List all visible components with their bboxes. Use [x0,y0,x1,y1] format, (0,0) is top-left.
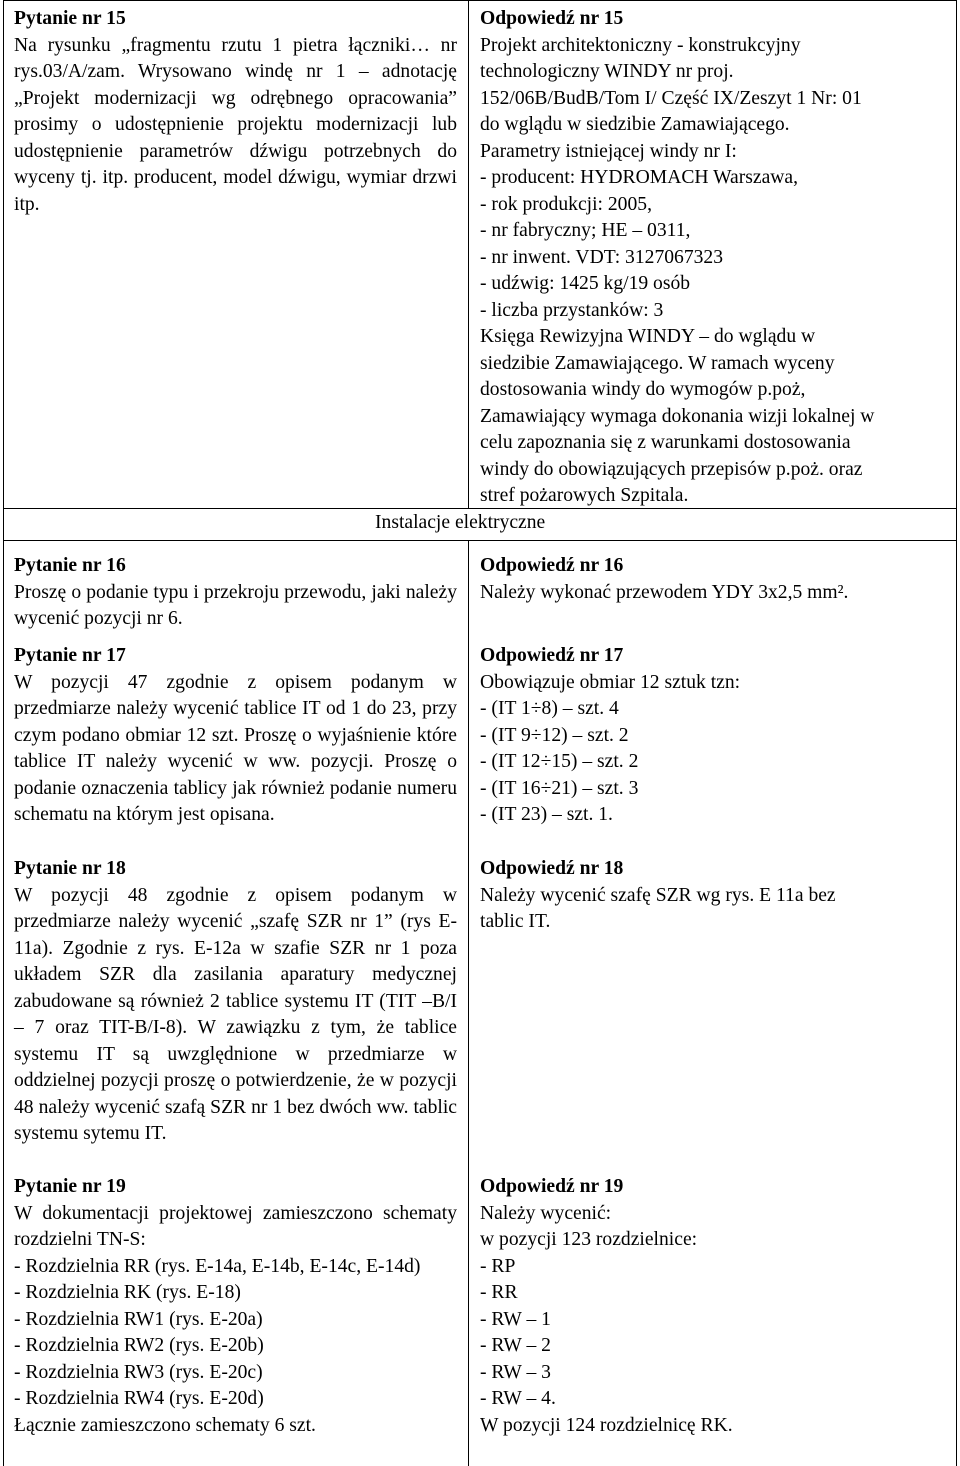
answer-15 [480,6,950,510]
table-border-right [956,0,957,1466]
question-15 [14,6,457,218]
answer-title: Odpowiedź nr 19 [480,1176,624,1197]
answer-line: Należy wycenić: [480,1202,612,1224]
question-16 [14,553,457,633]
table-border-top [3,0,957,1]
question-title: Pytanie nr 19 [14,1176,126,1197]
section-heading: Instalacje elektryczne [375,512,546,533]
answer-line: Obowiązuje obmiar 12 sztuk tzn: [480,671,741,693]
answer-line: w pozycji 123 rozdzielnice: [480,1229,698,1250]
question-text: W pozycji 47 zgodnie z opisem podanym w przedmiarze należy wycenić tablice IT od 1 do 23, przy czym podano obmiar 12 szt. Proszę o wyjaśnienie które tablice IT należy wycenić w ww. pozycji. Proszę o podanie oznaczenia tablicy jak również podanie numeru schematu na którym jest opisana. [14,671,457,825]
answer-17 [480,643,950,829]
answer-line: - udźwig: 1425 kg/19 osób [480,273,691,294]
answer-line: - (IT 1÷8) – szt. 4 [480,698,619,719]
answer-line: windy do obowiązujących przepisów p.poż. oraz [480,458,863,480]
answer-line: - (IT 12÷15) – szt. 2 [480,751,639,772]
answer-line: Projekt architektoniczny - konstrukcyjny [480,34,801,56]
answer-line: do wglądu w siedzibie Zamawiającego. [480,114,790,135]
question-footer: Łącznie zamieszczono schematy 6 szt. [14,1414,316,1436]
question-title: Pytanie nr 16 [14,555,126,576]
answer-line: celu zapoznania się z warunkami dostosowania [480,432,851,453]
row-divider-after-section [3,540,957,541]
question-intro: W dokumentacji projektowej zamieszczono schematy rozdzielni TN-S: [14,1202,457,1250]
question-title: Pytanie nr 15 [14,8,126,29]
answer-text: Należy wykonać przewodem YDY 3x2,5 mm². [480,581,849,603]
table-border-left [3,0,4,1466]
column-divider-top [468,0,469,508]
answer-line: - RP [480,1255,516,1277]
question-list [14,1254,457,1413]
answer-line: - nr inwent. VDT: 3127067323 [480,246,724,268]
question-text: Na rysunku „fragmentu rzutu 1 pietra łączniki… nr rys.03/A/zam. Wrysowano windę nr 1 – adnotację „Projekt modernizacji wg odrębnego opracowania” prosimy o udostępnienie projektu modernizacji lub udostępnienie parametrów dźwigu potrzebnych do wyceny tj. itp. producent, model dźwigu, wymiar drzwi itp. [14,34,457,215]
answer-title: Odpowiedź nr 18 [480,858,624,879]
answer-line: stref pożarowych Szpitala. [480,485,689,506]
answer-line: - liczba przystanków: 3 [480,299,664,321]
list-item: - Rozdzielnia RW2 (rys. E-20b) [14,1335,264,1356]
question-17 [14,643,457,829]
answer-18 [480,856,950,936]
question-text: W pozycji 48 zgodnie z opisem podanym w przedmiarze należy wycenić „szafę SZR nr 1” (rys E-11a). Zgodnie z rys. E-12a w szafie SZR nr 1 poza układem SZR dla zasilania aparatury medycznej zabudowane są również 2 tablice systemu IT (TIT –B/I – 7 oraz TIT-B/I-8). W zawiązku z tym, że tablice systemu IT są uwzględnione w przedmiarze w oddzielnej pozycji proszę o potwierdzenie, że w pozycji 48 należy wycenić szafą SZR nr 1 bez dwóch ww. tablic systemu sytemu IT. [14,884,457,1144]
answer-line: - (IT 9÷12) – szt. 2 [480,724,629,746]
answer-line: - RW – 2 [480,1335,551,1356]
answer-line: Zamawiający wymaga dokonania wizji lokalnej w [480,405,875,427]
answer-line: dostosowania windy do wymogów p.poż, [480,379,806,400]
column-divider-bottom [468,540,469,1466]
question-18 [14,856,457,1148]
answer-line: W pozycji 124 rozdzielnicę RK. [480,1414,733,1436]
list-item: - Rozdzielnia RW1 (rys. E-20a) [14,1308,263,1330]
answer-line: - RW – 1 [480,1308,551,1330]
answer-line: Księga Rewizyjna WINDY – do wglądu w [480,326,816,347]
answer-title: Odpowiedź nr 17 [480,645,624,666]
answer-title: Odpowiedź nr 16 [480,555,624,576]
question-title: Pytanie nr 18 [14,858,126,879]
question-text: Proszę o podanie typu i przekroju przewodu, jaki należy wycenić pozycji nr 6. [14,581,457,629]
list-item: - Rozdzielnia RW4 (rys. E-20d) [14,1388,264,1409]
list-item: - Rozdzielnia RK (rys. E-18) [14,1282,241,1303]
answer-line: - rok produkcji: 2005, [480,193,652,215]
list-item: - Rozdzielnia RR (rys. E-14a, E-14b, E-14c, E-14d) [14,1255,421,1277]
answer-16 [480,553,950,606]
answer-line: - (IT 16÷21) – szt. 3 [480,777,639,799]
answer-line: siedzibie Zamawiającego. W ramach wyceny [480,352,835,374]
question-title: Pytanie nr 17 [14,645,126,666]
answer-line: Należy wycenić szafę SZR wg rys. E 11a bez [480,884,836,906]
answer-line: 152/06B/BudB/Tom I/ Część IX/Zeszyt 1 Nr: 01 [480,87,862,109]
answer-line: technologiczny WINDY nr proj. [480,61,734,82]
list-item: - Rozdzielnia RW3 (rys. E-20c) [14,1361,263,1383]
question-19 [14,1174,457,1439]
answer-line: - RR [480,1282,518,1303]
answer-19 [480,1174,950,1439]
answer-line: tablic IT. [480,911,551,932]
answer-line: - (IT 23) – szt. 1. [480,804,613,825]
answer-line: - producent: HYDROMACH Warszawa, [480,167,799,188]
answer-line: - nr fabryczny; HE – 0311, [480,220,691,241]
answer-line: - RW – 3 [480,1361,551,1383]
answer-title: Odpowiedź nr 15 [480,8,624,29]
answer-line: Parametry istniejącej windy nr I: [480,140,737,162]
answer-line: - RW – 4. [480,1388,556,1409]
